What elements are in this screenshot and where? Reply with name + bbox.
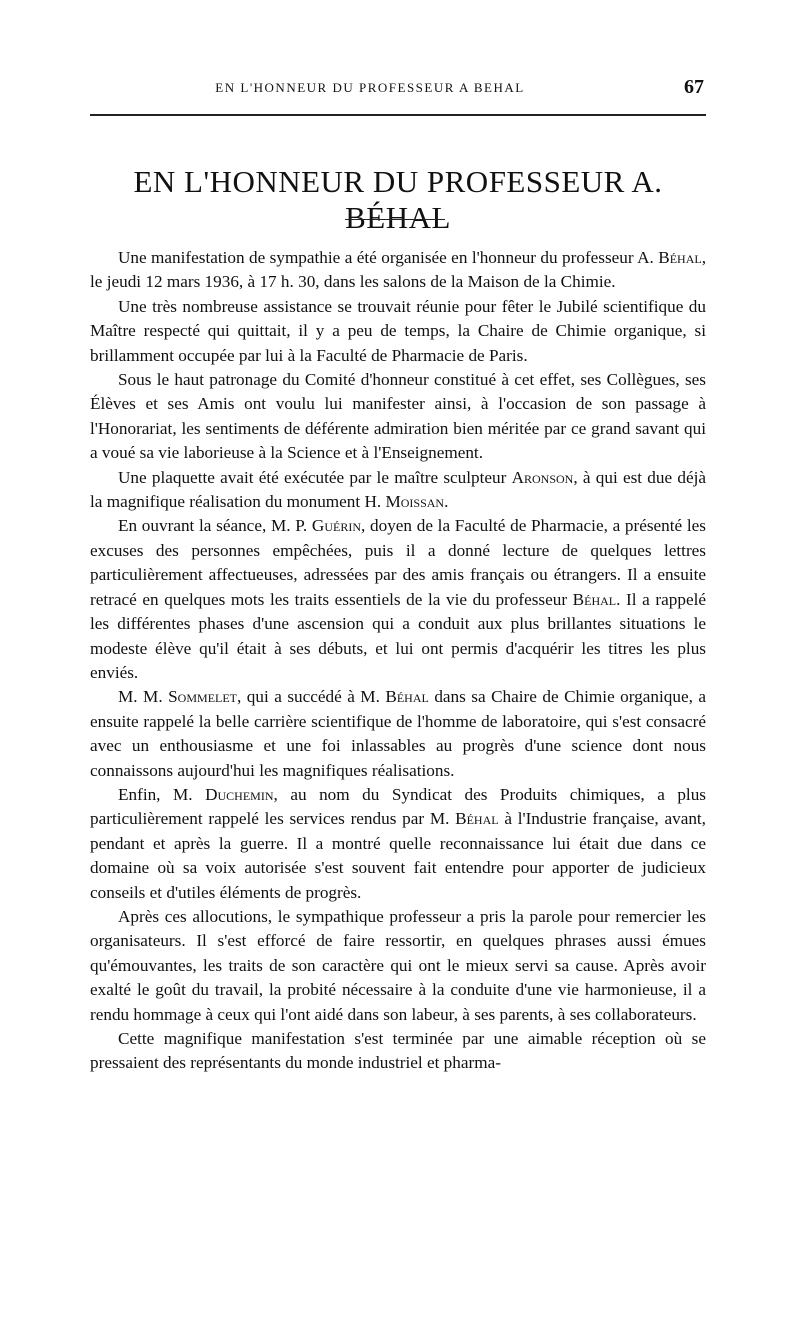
person-name: Béhal — [455, 809, 499, 829]
paragraph-5 — [90, 514, 706, 685]
paragraph-8-text-1: Après ces allocutions, le sympathique professeur a pris la parole pour remercier les organisateurs. Il s'est efforcé de faire ressortir, en quelques phrases aussi émues qu'émouvantes, les traits de son caractère qui ont le mieux servi sa cause. Après avoir exalté le goût du travail, la probité nécessaire à la conduite d'une vie harmonieuse, il a rendu hommage à ceux qui l'ont aidé dans son labeur, à ses parents, à ses collaborateurs. — [90, 906, 706, 1024]
person-name: Aronson — [511, 467, 574, 487]
paragraph-4-text-3: . — [444, 492, 449, 512]
person-name: Guérin — [311, 516, 361, 536]
person-name: Sommelet — [168, 687, 238, 707]
paragraph-1-text-1: Une manifestation de sympathie a été organisée en l'honneur du professeur A. — [118, 248, 659, 267]
paragraph-5-text-2: , doyen de la Faculté de Pharmacie, a présenté les excuses des personnes empêchées, puis il a donné lecture de quelques lettres particulièrement affectueuses, adressées par des amis français ou étrangers. Il a ensuite retracé en quelques mots les traits essentiels de la vie du professeur — [90, 516, 706, 609]
paragraph-4 — [90, 466, 706, 515]
title-rule — [345, 219, 445, 220]
paragraph-5-text-3: . Il a rappelé les différentes phases d'une ascension qui a conduit aux plus brillantes situations le modeste élève qu'il était à ses débuts, et lui ont permis d'acquérir les titres les plus enviés. — [90, 589, 706, 682]
paragraph-9 — [90, 1027, 706, 1076]
header-rule — [90, 114, 706, 116]
paragraph-3-text-1: Sous le haut patronage du Comité d'honneur constitué à cet effet, ses Collègues, ses Élèves et ses Amis ont voulu lui manifester ainsi, à l'occasion de son passage à l'Honorariat, les sentiments de déférente admiration bien méritée par ce grand savant qui a voué sa vie laborieuse à la Science et à l'Enseignement. — [90, 370, 706, 463]
paragraph-6 — [90, 685, 706, 783]
paragraph-2 — [90, 295, 706, 368]
running-header — [90, 76, 710, 104]
paragraph-9-text-1: Cette magnifique manifestation s'est terminée par une aimable réception où se pressaient des représentants du monde industriel et pharma- — [90, 1029, 706, 1073]
paragraph-7 — [90, 783, 706, 905]
person-name: Duchemin — [205, 784, 274, 804]
paragraph-7-text-1: Enfin, M. — [118, 784, 206, 804]
page-number: 67 — [684, 76, 704, 98]
article-body — [90, 246, 706, 1076]
person-name: Béhal — [385, 687, 429, 707]
paragraph-1 — [90, 246, 706, 295]
paragraph-4-text-1: Une plaquette avait été exécutée par le maître sculpteur — [118, 467, 512, 487]
paragraph-5-text-1: En ouvrant la séance, M. P. — [118, 516, 312, 536]
paragraph-3 — [90, 368, 706, 466]
person-name: Béhal — [572, 589, 617, 609]
person-name: Moissan — [385, 492, 445, 512]
running-title: EN L'HONNEUR DU PROFESSEUR A BEHAL — [215, 80, 525, 95]
paragraph-7-text-2: , au nom du Syndicat des Produits chimiques, a plus particulièrement rappelé les services rendus par M. — [90, 784, 706, 829]
paragraph-2-text-1: Une très nombreuse assistance se trouvait réunie pour fêter le Jubilé scientifique du Maître respecté qui quittait, il y a peu de temps, la Chaire de Chimie organique, si brillamment occupée par lui à la Faculté de Pharmacie de Paris. — [90, 296, 706, 365]
paragraph-1-text-2: , le jeudi 12 mars 1936, à 17 h. 30, dans les salons de la Maison de la Chimie. — [90, 248, 706, 292]
paragraph-6-text-1: M. M. — [118, 687, 169, 707]
paragraph-7-text-3: à l'Industrie française, avant, pendant et après la guerre. Il a montré quelle reconnaissance lui était due dans ce domaine où sa voix autorisée s'est souvent fait entendre pour apporter de judicieux conseils et d'utiles éléments de progrès. — [90, 809, 706, 902]
paragraph-8 — [90, 905, 706, 1027]
paragraph-6-text-3: dans sa Chaire de Chimie organique, a ensuite rappelé la belle carrière scientifique de l'homme de laboratoire, qui s'est consacré avec un enthousiasme et une foi inlassables au progrès d'une science dont nous connaissons aujourd'hui les magnifiques réalisations. — [90, 687, 706, 780]
paragraph-6-text-2: , qui a succédé à M. — [237, 687, 386, 707]
person-name: Béhal — [658, 248, 702, 267]
article-title: EN L'HONNEUR DU PROFESSEUR A. BÉHAL — [133, 164, 663, 235]
paragraph-4-text-2: , à qui est due déjà la magnifique réalisation du monument H. — [90, 467, 706, 512]
